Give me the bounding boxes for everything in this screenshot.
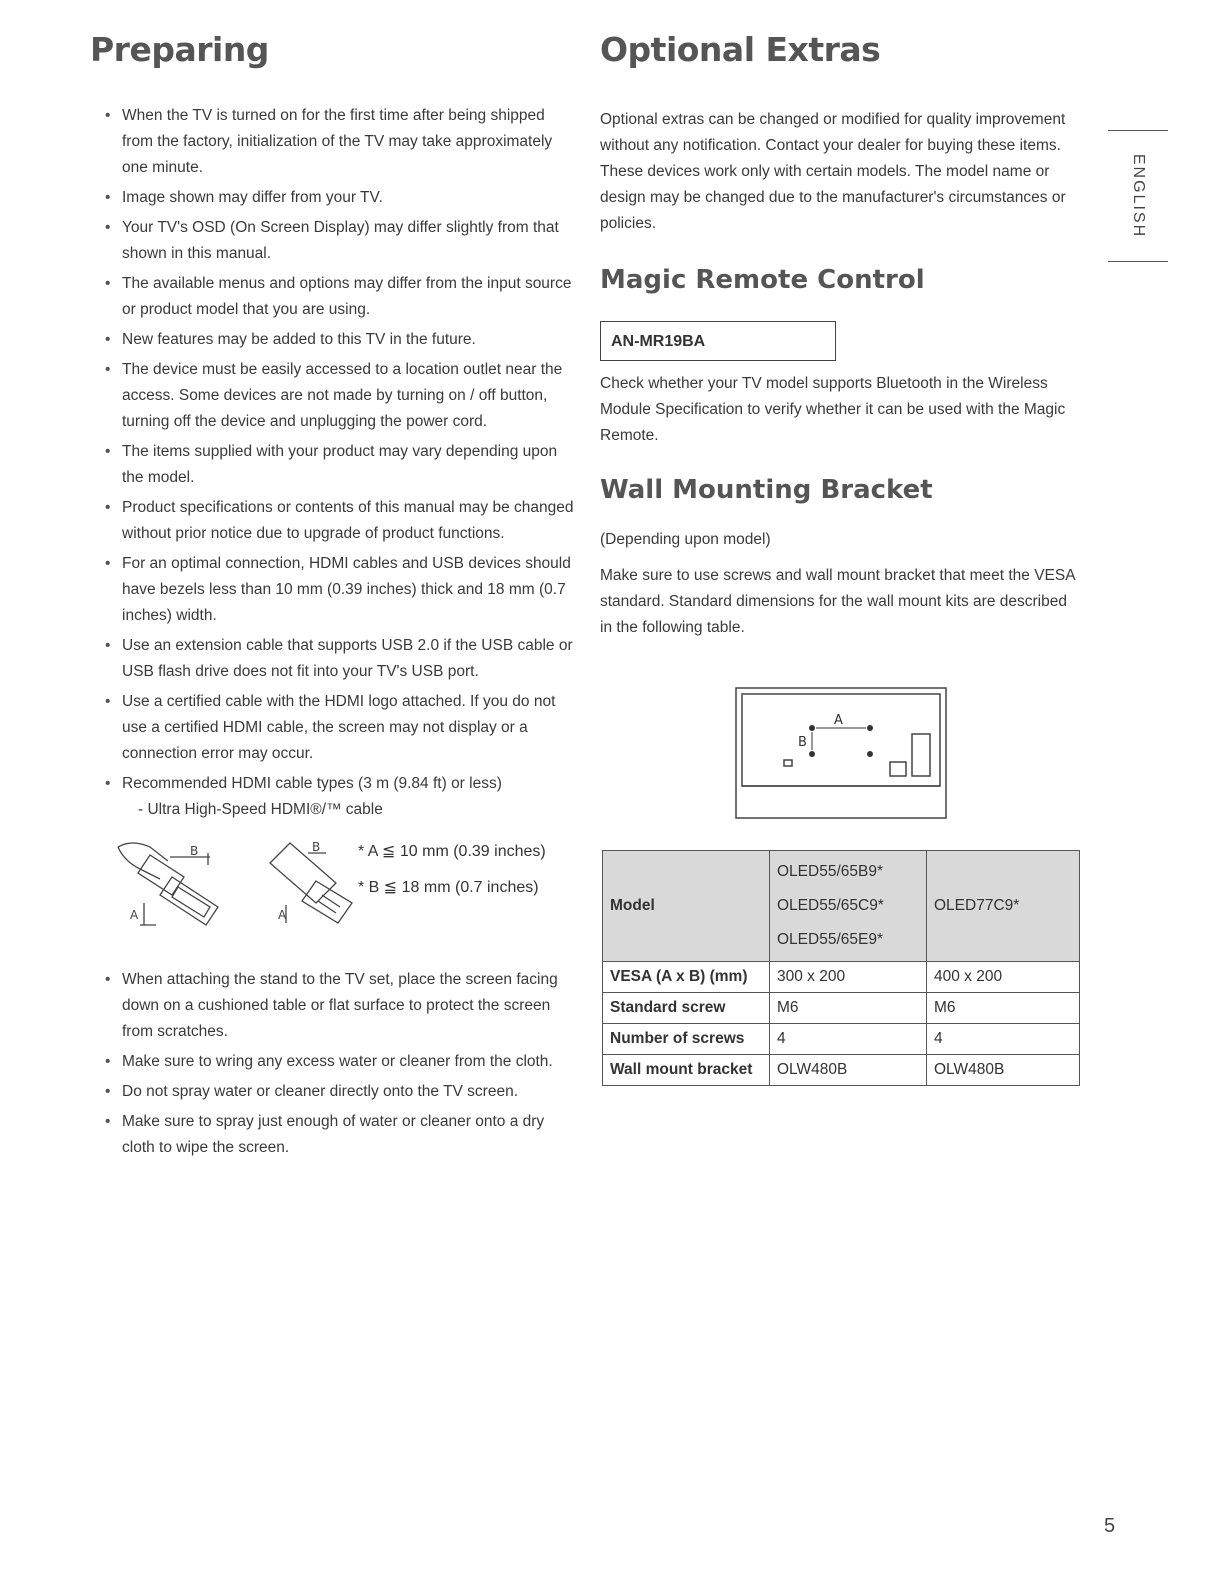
wall-mount-note: (Depending upon model) (600, 531, 771, 548)
remote-model-box: AN-MR19BA (600, 321, 836, 361)
model-cell-group2: OLED77C9* (927, 851, 1080, 962)
wall-mount-spec-table (602, 850, 1080, 1086)
list-item: • When attaching the stand to the TV set, place the screen facing down on a cushioned table or flat surface to protect the screen from scratches. (90, 967, 580, 1045)
spec-b: * B ≦ 18 mm (0.7 inches) (358, 879, 539, 896)
optional-extras-text: Optional extras can be changed or modified for quality improvement without any notification. Contact your dealer for buying these items. These devices work only with certain models. The model name or design may be changed due to the manufacturer's circumstances or policies. (600, 111, 1066, 232)
label-a: A (278, 908, 287, 922)
list-item: • Do not spray water or cleaner directly onto the TV screen. (90, 1079, 580, 1105)
list-item: • Product specifications or contents of this manual may be changed without prior notice due to upgrade of product functions. (90, 495, 580, 547)
row-label: Wall mount bracket (603, 1055, 770, 1086)
cell: OLW480B (770, 1055, 927, 1086)
wall-mount-heading: Wall Mounting Bracket (600, 475, 933, 505)
language-tab-label: ENGLISH (1130, 153, 1147, 239)
spec-a: * A ≦ 10 mm (0.39 inches) (358, 843, 546, 860)
table-row (603, 1024, 1080, 1055)
preparing-section (90, 30, 580, 1165)
cell: M6 (927, 993, 1080, 1024)
cell: 300 x 200 (770, 962, 927, 993)
wall-mount-diagram (734, 686, 948, 820)
label-a: A (834, 713, 843, 728)
list-item: • The device must be easily accessed to a location outlet near the access. Some devices are not made by turning on / off button, turning off the device and unplugging the power cord. (90, 357, 580, 435)
row-label: VESA (A x B) (mm) (603, 962, 770, 993)
cell: 4 (770, 1024, 927, 1055)
wall-mount-text: Make sure to use screws and wall mount bracket that meet the VESA standard. Standard dimensions for the wall mount kits are described in the following table. (600, 567, 1075, 636)
list-item: • Your TV's OSD (On Screen Display) may differ slightly from that shown in this manual. (90, 215, 580, 267)
page-number: 5 (1104, 1515, 1116, 1537)
hdmi-plug-illustration (110, 833, 240, 933)
label-b: B (190, 844, 199, 858)
model-name: OLED55/65E9* (777, 931, 883, 948)
list-item: • Make sure to wring any excess water or cleaner from the cloth. (90, 1049, 580, 1075)
cell: 4 (927, 1024, 1080, 1055)
list-item: • Image shown may differ from your TV. (90, 185, 580, 211)
list-item: • For an optimal connection, HDMI cables and USB devices should have bezels less than 10 mm (0.39 inches) thick and 18 mm (0.7 inches) width. (90, 551, 580, 629)
table-row (603, 1055, 1080, 1086)
label-b: B (312, 840, 321, 854)
model-cell-group1 (770, 851, 927, 962)
table-row (603, 851, 1080, 962)
hdmi-cable-type: - Ultra High-Speed HDMI®/™ cable (138, 801, 383, 818)
label-a: A (130, 908, 139, 922)
table-row (603, 962, 1080, 993)
list-item: • The items supplied with your product may vary depending upon the model. (90, 439, 580, 491)
right-column (600, 30, 1080, 641)
optional-extras-heading: Optional Extras (600, 30, 881, 69)
list-item: • New features may be added to this TV in the future. (90, 327, 580, 353)
preparing-heading: Preparing (90, 30, 269, 69)
list-item: • The available menus and options may differ from the input source or product model that you are using. (90, 271, 580, 323)
usb-plug-illustration (260, 833, 370, 933)
care-bullet-list (90, 967, 580, 1161)
list-item: • Use a certified cable with the HDMI logo attached. If you do not use a certified HDMI cable, the screen may not display or a connection error may occur. (90, 689, 580, 767)
row-label: Number of screws (603, 1024, 770, 1055)
cell: 400 x 200 (927, 962, 1080, 993)
list-item: • Make sure to spray just enough of water or cleaner onto a dry cloth to wipe the screen. (90, 1109, 580, 1161)
list-item: • Use an extension cable that supports USB 2.0 if the USB cable or USB flash drive does not fit into your TV's USB port. (90, 633, 580, 685)
magic-remote-text: Check whether your TV model supports Bluetooth in the Wireless Module Specification to verify whether it can be used with the Magic Remote. (600, 375, 1066, 444)
model-name: OLED55/65C9* (777, 897, 884, 914)
list-item (90, 771, 580, 823)
cable-diagram (90, 829, 580, 959)
cell: M6 (770, 993, 927, 1024)
model-name: OLED55/65B9* (777, 863, 883, 880)
list-item: • When the TV is turned on for the first time after being shipped from the factory, initialization of the TV may take approximately one minute. (90, 103, 580, 181)
table-row (603, 993, 1080, 1024)
preparing-bullet-list (90, 103, 580, 823)
model-label: Model (603, 851, 770, 962)
magic-remote-heading: Magic Remote Control (600, 265, 925, 295)
language-tab (1108, 130, 1168, 262)
label-b: B (798, 735, 807, 750)
list-item-text: Recommended HDMI cable types (3 m (9.84 ft) or less) (122, 775, 502, 792)
row-label: Standard screw (603, 993, 770, 1024)
cell: OLW480B (927, 1055, 1080, 1086)
